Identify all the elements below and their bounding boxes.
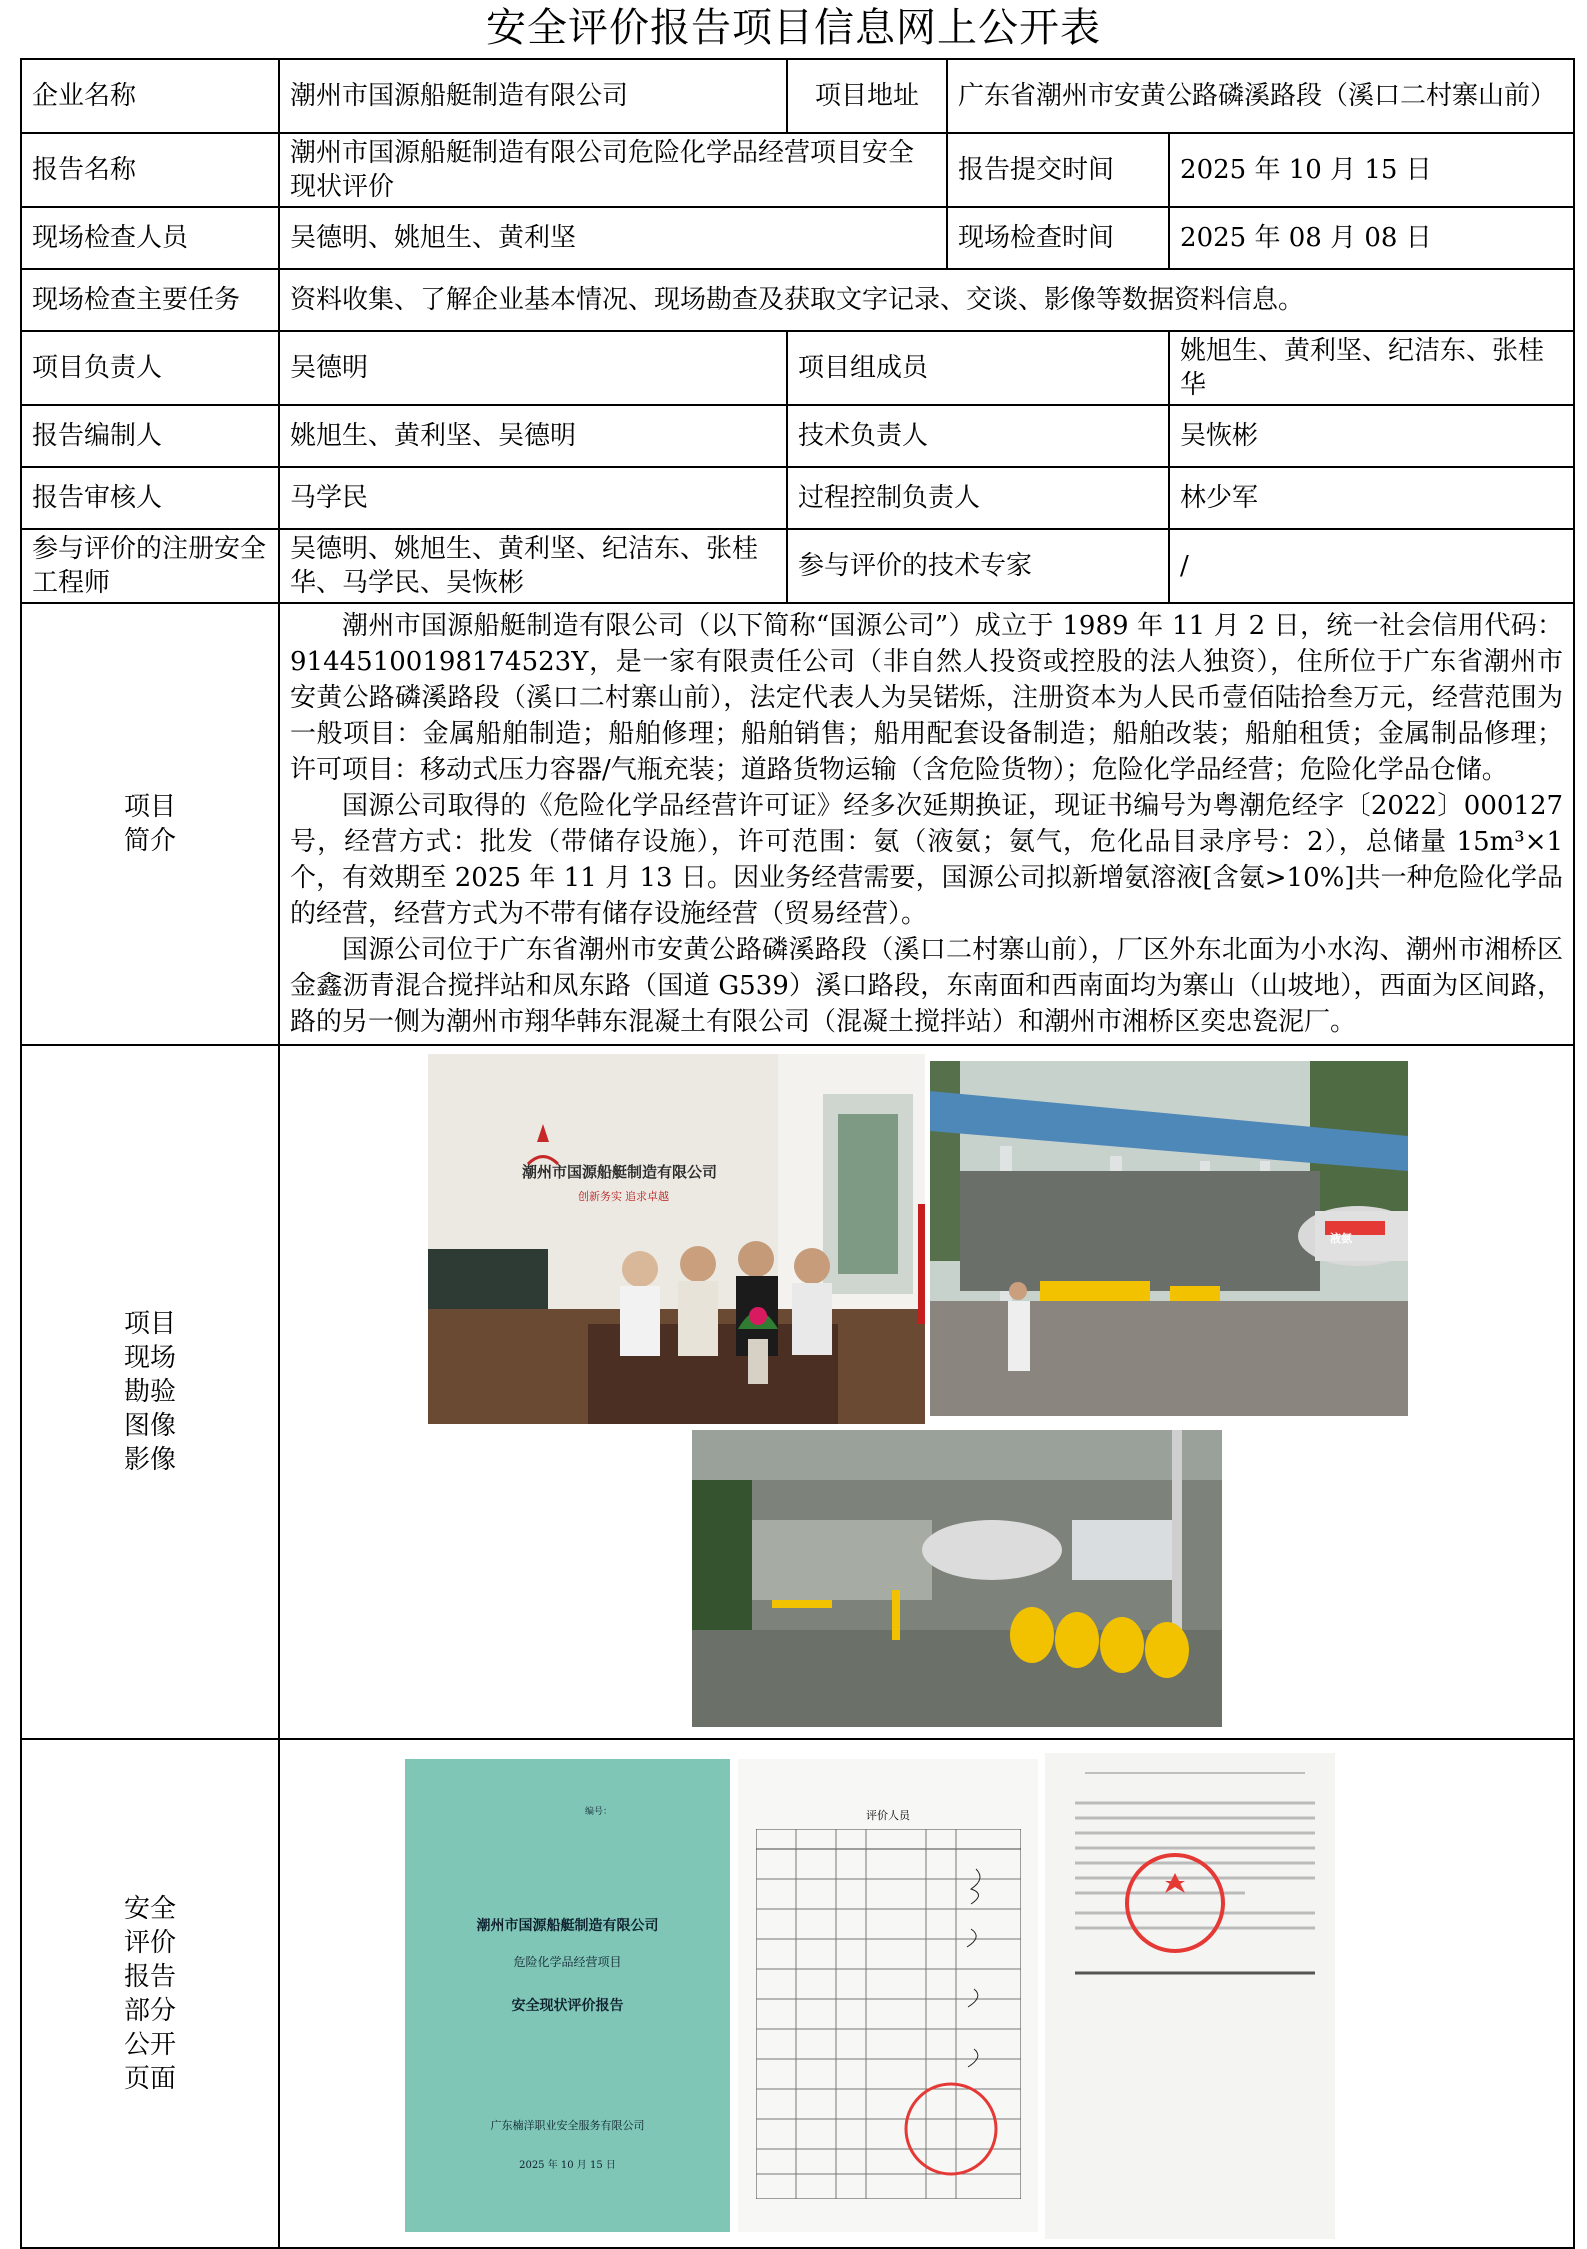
filling-station-photo <box>930 1061 1408 1416</box>
company-value: 潮州市国源船艇制造有限公司 <box>279 59 787 133</box>
process-label: 过程控制负责人 <box>787 467 1169 529</box>
experts-label: 参与评价的技术专家 <box>787 529 1169 603</box>
inspectors-label: 现场检查人员 <box>21 207 279 269</box>
intro-paragraph-1: 潮州市国源船艇制造有限公司（以下简称“国源公司”）成立于 1989 年 11 月 2 日，统一社会信用代码：91445100198174523Y，是一家有限责任公司（非自然人投资或控股的法人独资），住所位于广东省潮州市安黄公路磷溪路段（溪口二村寨山前），法定代表人为吴锘烁，注册资本为人民币壹佰陆拾叁万元，经营范围为一般项目：金属船舶制造；船舶修理；船舶销售；船用配套设备制造；船舶改装；船舶租赁；金属制品修理；许可项目：移动式压力容器/气瓶充装；道路货物运输（含危险货物）；危险化学品经营；危险化学品仓储。 <box>290 611 1564 785</box>
submit-time-label: 报告提交时间 <box>947 133 1169 207</box>
compiler-value: 姚旭生、黄利坚、吴德明 <box>279 405 787 467</box>
cover-project: 危险化学品经营项目 <box>513 1955 622 1969</box>
engineers-value: 吴德明、姚旭生、黄利坚、纪洁东、张桂华、马学民、吴恢彬 <box>279 529 787 603</box>
intro-label-text: 项目简介 <box>123 792 176 856</box>
photos-label-text: 项目现场勘验图像影像 <box>123 1309 176 1475</box>
conclusion-page <box>1045 1753 1335 2239</box>
task-label: 现场检查主要任务 <box>21 269 279 331</box>
pages-cell <box>279 1739 1574 2248</box>
pages-label-text: 安全评价报告部分公开页面 <box>123 1893 176 2094</box>
process-value: 林少军 <box>1169 467 1574 529</box>
leader-value: 吴德明 <box>279 331 787 405</box>
experts-value: / <box>1169 529 1574 603</box>
report-name-value: 潮州市国源船艇制造有限公司危险化学品经营项目安全现状评价 <box>279 133 947 207</box>
conclusion-page-art <box>1045 1753 1335 2239</box>
intro-label <box>21 603 279 1045</box>
report-name-label: 报告名称 <box>21 133 279 207</box>
storage-area-art <box>692 1430 1222 1727</box>
compiler-label: 报告编制人 <box>21 405 279 467</box>
cover-title: 安全现状评价报告 <box>511 1998 624 2014</box>
intro-content <box>279 603 1574 1045</box>
office-photo <box>428 1054 925 1424</box>
cover-date: 2025 年 10 月 15 日 <box>519 2160 616 2171</box>
pages-label <box>21 1739 279 2248</box>
tanker-label-text: 液氨 <box>1330 1233 1352 1245</box>
task-value: 资料收集、了解企业基本情况、现场勘查及获取文字记录、交谈、影像等数据资料信息。 <box>279 269 1574 331</box>
tech-label: 技术负责人 <box>787 405 1169 467</box>
storage-area-photo <box>692 1430 1222 1727</box>
company-logo-icon <box>523 1124 563 1204</box>
photos-label <box>21 1045 279 1739</box>
staff-list-page <box>738 1759 1038 2232</box>
address-value: 广东省潮州市安黄公路磷溪路段（溪口二村寨山前） <box>947 59 1574 133</box>
photos-cell <box>279 1045 1574 1739</box>
inspect-time-label: 现场检查时间 <box>947 207 1169 269</box>
address-label: 项目地址 <box>787 59 947 133</box>
cover-company: 潮州市国源船艇制造有限公司 <box>476 1918 659 1934</box>
intro-paragraph-3: 国源公司位于广东省潮州市安黄公路磷溪路段（溪口二村寨山前），厂区外东北面为小水沟、潮州市湘桥区金鑫沥青混合搅拌站和凤东路（国道 G539）溪口路段，东南面和西南面均为寨山（山坡地），西面为区间路，路的另一侧为潮州市翔华韩东混凝土有限公司（混凝土搅拌站）和潮州市湘桥区奕忠瓷泥厂。 <box>290 935 1564 1037</box>
staff-table-art <box>756 1829 1021 2199</box>
members-label: 项目组成员 <box>787 331 1169 405</box>
office-slogan-text: 创新务实 追求卓越 <box>578 1191 670 1203</box>
intro-paragraph-2: 国源公司取得的《危险化学品经营许可证》经多次延期换证，现证书编号为粤潮危经字〔2022〕000127 号，经营方式：批发（带储存设施），许可范围：氨（液氨；氨气，危化品目录序号：2），总储量 15m³×1 个，有效期至 2025 年 11 月 13 日。因业务经营需要，国源公司拟新增氨溶液[含氨>10%]共一种危险化学品的经营，经营方式为不带有储存设施经营（贸易经营）。 <box>290 791 1564 929</box>
info-table <box>20 58 1575 2249</box>
inspectors-value: 吴德明、姚旭生、黄利坚 <box>279 207 947 269</box>
reviewer-value: 马学民 <box>279 467 787 529</box>
page-title: 安全评价报告项目信息网上公开表 <box>486 5 1101 51</box>
tech-value: 吴恢彬 <box>1169 405 1574 467</box>
company-label: 企业名称 <box>21 59 279 133</box>
members-value: 姚旭生、黄利坚、纪洁东、张桂华 <box>1169 331 1574 405</box>
leader-label: 项目负责人 <box>21 331 279 405</box>
engineers-label: 参与评价的注册安全工程师 <box>21 529 279 603</box>
report-cover-page <box>405 1759 730 2232</box>
cover-number: 编号： <box>585 1807 613 1817</box>
cover-org: 广东楠洋职业安全服务有限公司 <box>490 2119 645 2132</box>
submit-time-value: 2025 年 10 月 15 日 <box>1169 133 1574 207</box>
reviewer-label: 报告审核人 <box>21 467 279 529</box>
staff-page-title: 评价人员 <box>866 1809 910 1822</box>
office-sign-text: 潮州市国源船艇制造有限公司 <box>522 1164 718 1181</box>
inspect-time-value: 2025 年 08 月 08 日 <box>1169 207 1574 269</box>
office-photo-art <box>428 1054 925 1424</box>
